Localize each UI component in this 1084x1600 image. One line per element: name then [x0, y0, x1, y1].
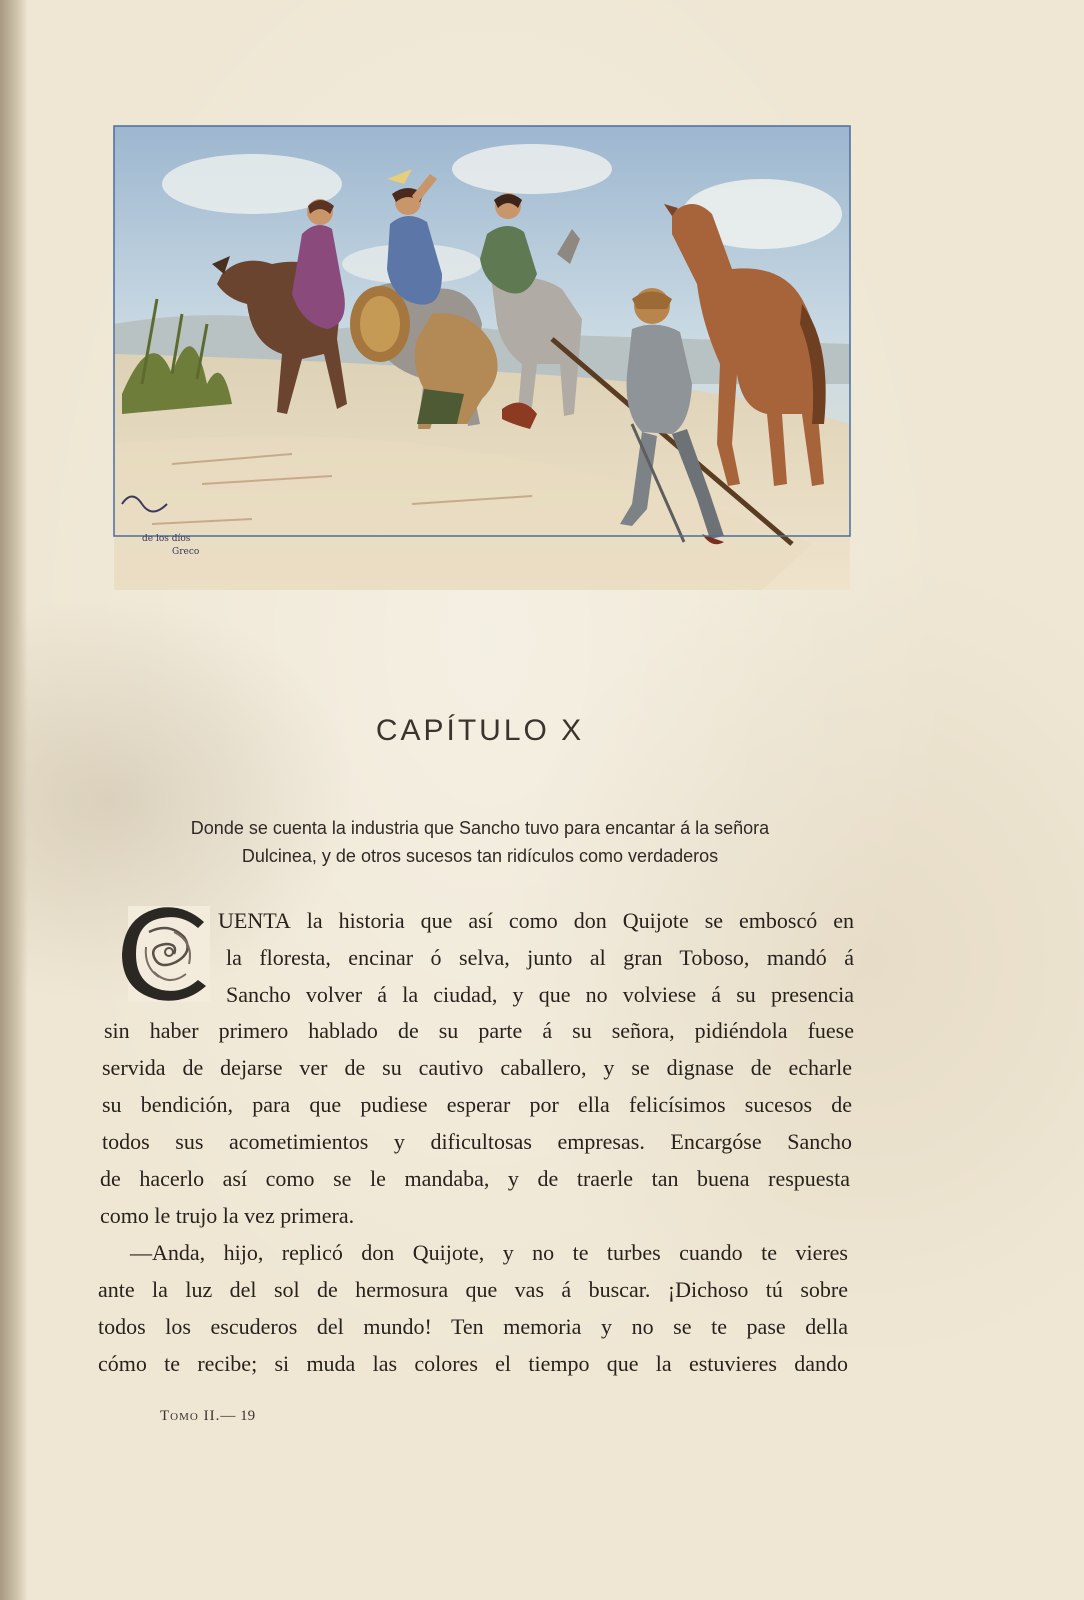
body-line-13: cómo te recibe; si muda las colores el tiempo que la estuvieres dando	[98, 1351, 848, 1376]
body-line-1	[218, 906, 854, 936]
page-footer	[160, 1408, 255, 1425]
book-gutter-shadow	[0, 0, 28, 1600]
body-line-6: su bendición, para que pudiese esperar por ella felicísimos sucesos de	[102, 1092, 852, 1117]
body-line-11: ante la luz del sol de hermosura que vas á buscar. ¡Dichoso tú sobre	[98, 1277, 848, 1302]
illustration-signature: de los díos	[142, 534, 191, 544]
body-line-5: servida de dejarse ver de su cautivo caballero, y se dignase de echarle	[102, 1055, 852, 1080]
drop-cap-letter: C	[114, 902, 115, 903]
drop-cap-initial	[114, 902, 212, 1004]
body-line-12: todos los escuderos del mundo! Ten memoria y no se te pase della	[98, 1314, 848, 1339]
body-line-3: Sancho volver á la ciudad, y que no volviese á su presencia	[226, 982, 854, 1007]
body-line-2: la floresta, encinar ó selva, junto al gran Toboso, mandó á	[226, 945, 854, 970]
chapter-illustration	[112, 124, 872, 590]
body-line-10: —Anda, hijo, replicó don Quijote, y no te turbes cuando te vieres	[130, 1240, 848, 1265]
footer-signature-number: 19	[240, 1408, 256, 1424]
illustration-signature-2: Greco	[172, 547, 200, 557]
body-line-1-text: la historia que así como don Quijote se emboscó en	[290, 908, 854, 933]
body-line-8: de hacerlo así como se le mandaba, y de traerle tan buena respuesta	[100, 1166, 850, 1191]
body-line-4: sin haber primero hablado de su parte á su señora, pidiéndola fuese	[104, 1018, 854, 1043]
body-line-7: todos sus acometimientos y dificultosas empresas. Encargóse Sancho	[102, 1129, 852, 1154]
body-line-9: como le trujo la vez primera.	[100, 1203, 355, 1228]
first-word-rest: UENTA	[218, 908, 291, 933]
footer-volume: Tomo II.—	[160, 1408, 237, 1424]
chapter-summary	[120, 814, 840, 870]
chapter-summary-line-1: Donde se cuenta la industria que Sancho tuvo para encantar á la señora	[190, 818, 770, 838]
chapter-summary-line-2: Dulcinea, y de otros sucesos tan ridículos como verdaderos	[241, 846, 719, 866]
chapter-title: CAPÍTULO X	[375, 714, 585, 747]
